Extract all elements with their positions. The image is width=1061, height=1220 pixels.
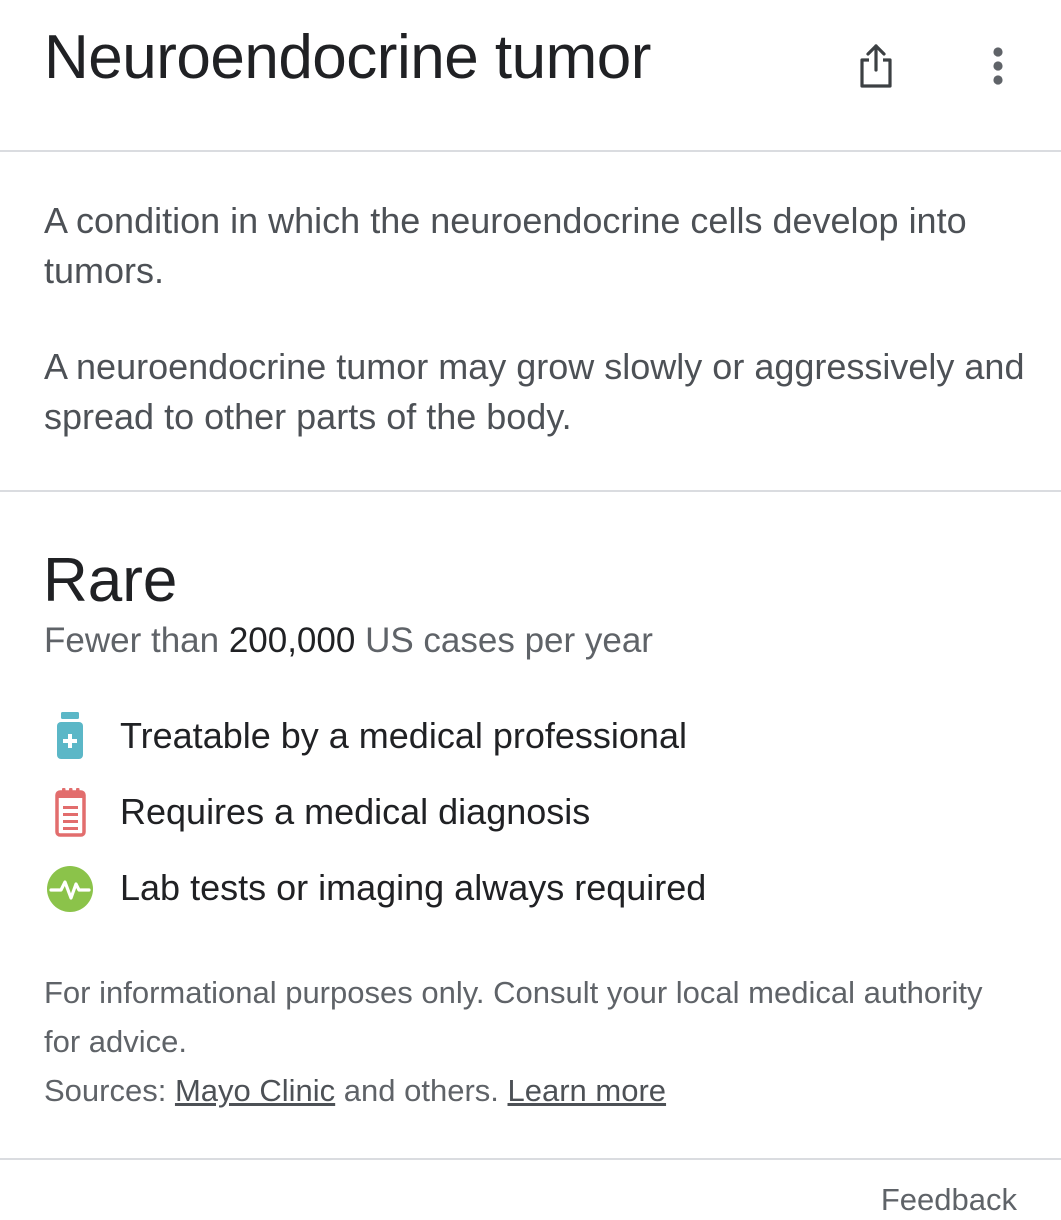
feature-item-diagnosis [44, 782, 590, 842]
sources-line [44, 1066, 1004, 1115]
share-icon [858, 43, 894, 89]
more-options-button[interactable] [974, 36, 1022, 96]
page-title: Neuroendocrine tumor [44, 23, 651, 92]
share-button[interactable] [850, 36, 902, 96]
more-vert-icon [992, 46, 1004, 86]
description-paragraph: A neuroendocrine tumor may grow slowly or aggressively and spread to other parts of the body. [44, 346, 1025, 437]
divider [0, 490, 1061, 492]
feedback-link[interactable]: Feedback [880, 1182, 1017, 1217]
feature-label: Requires a medical diagnosis [120, 791, 591, 832]
knowledge-panel-header [0, 0, 1061, 150]
disclaimer-text: For informational purposes only. Consult your local medical authority for advice. [44, 975, 983, 1059]
learn-more-link[interactable]: Learn more [507, 1073, 667, 1108]
rarity-title: Rare [43, 546, 178, 615]
rarity-subtitle-suffix: US cases per year [355, 621, 653, 660]
disclaimer [44, 968, 1004, 1115]
sources-prefix: Sources: [44, 1073, 175, 1108]
rarity-subtitle-prefix: Fewer than [44, 621, 229, 660]
medicine-bottle-icon [44, 710, 96, 762]
clipboard-icon [44, 786, 96, 838]
divider [0, 1158, 1061, 1160]
description-paragraph: A condition in which the neuroendocrine cells develop into tumors. [44, 200, 967, 291]
rarity-case-count: 200,000 [228, 621, 356, 660]
feature-item-treatable [44, 706, 687, 766]
rarity-subtitle [44, 618, 653, 664]
feature-label: Treatable by a medical professional [120, 715, 687, 756]
divider [0, 150, 1061, 152]
heartbeat-icon [44, 862, 96, 914]
sources-middle: and others. [335, 1073, 508, 1108]
feature-label: Lab tests or imaging always required [120, 867, 707, 908]
feature-item-lab-tests [44, 858, 706, 918]
mayo-clinic-link[interactable]: Mayo Clinic [174, 1073, 336, 1108]
